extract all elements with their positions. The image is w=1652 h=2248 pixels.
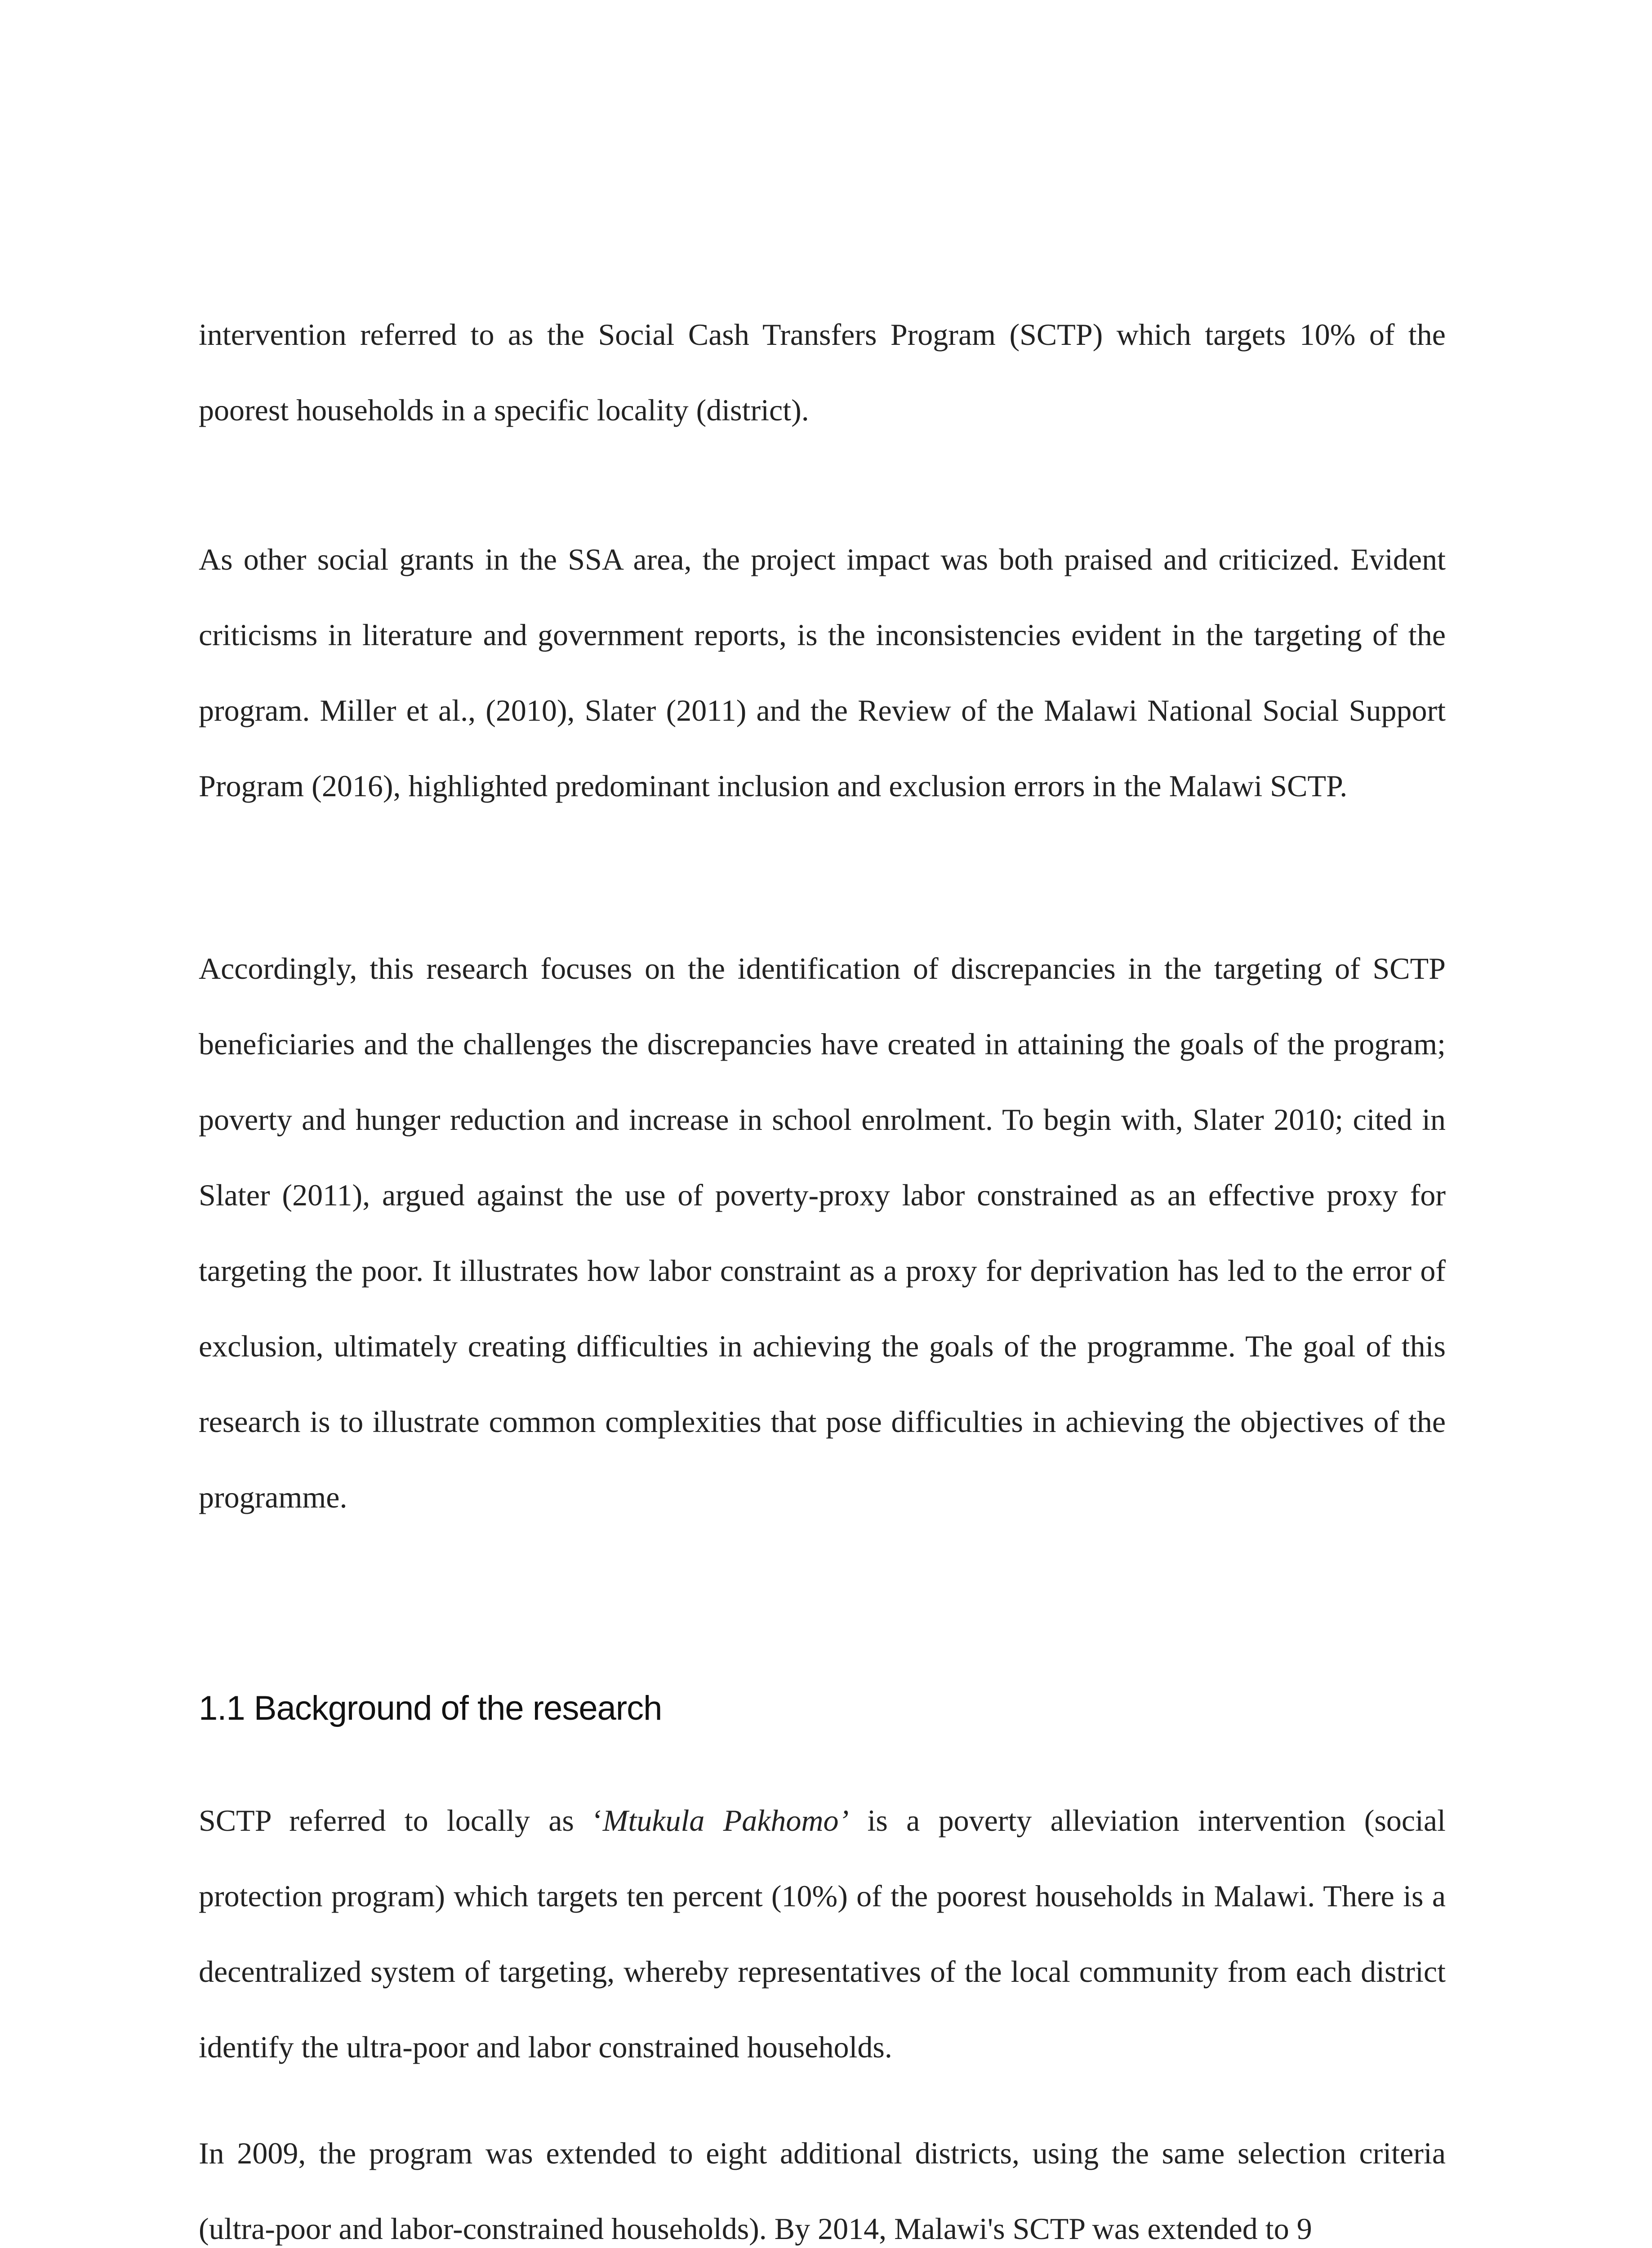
paragraph-research-focus: Accordingly, this research focuses on the identification of discrepancies in the targeting of SCTP beneficiaries and the challenges the discrepancies have created in attaining the goals of the program; poverty and hunger reduction and increase in school enrolment. To begin with, Slater 2010; cited in Slater (2011), argued against the use of poverty-proxy labor constrained as an effective proxy for targeting the poor. It illustrates how labor constraint as a proxy for deprivation has led to the error of exclusion, ultimately creating difficulties in achieving the goals of the programme. The goal of this research is to illustrate common complexities that pose difficulties in achieving the objectives of the programme.: [199, 951, 1446, 1514]
paragraph-extension: In 2009, the program was extended to eight additional districts, using the same selection criteria (ultra-poor and labor-constrained households). By 2014, Malawi's SCTP was extended to 9: [199, 2136, 1446, 2246]
paragraph-criticisms: As other social grants in the SSA area, the project impact was both praised and criticized. Evident criticisms in literature and government reports, is the inconsistencies evident in the targeting of the program. Miller et al., (2010), Slater (2011) and the Review of the Malawi National Social Support Program (2016), highlighted predominant inclusion and exclusion errors in the Malawi SCTP.: [199, 542, 1446, 803]
paragraph-background: [199, 1783, 1446, 2085]
paragraph-background-lead: SCTP referred to locally as ‘: [199, 1803, 603, 1838]
paragraph-intro-continuation: intervention referred to as the Social Cash Transfers Program (SCTP) which targets 10% of the poorest households in a specific locality (district).: [199, 317, 1446, 427]
local-name-italic: Mtukula Pakhomo’: [602, 1803, 849, 1838]
paragraph-background-rest: is a poverty alleviation intervention (social protection program) which targets ten percent (10%) of the poorest households in Malawi. There is a decentralized system of targeting, whereby representatives of the local community from each district identify the ultra-poor and labor constrained households.: [199, 1803, 1446, 2064]
section-heading: 1.1 Background of the research: [199, 1689, 662, 1727]
